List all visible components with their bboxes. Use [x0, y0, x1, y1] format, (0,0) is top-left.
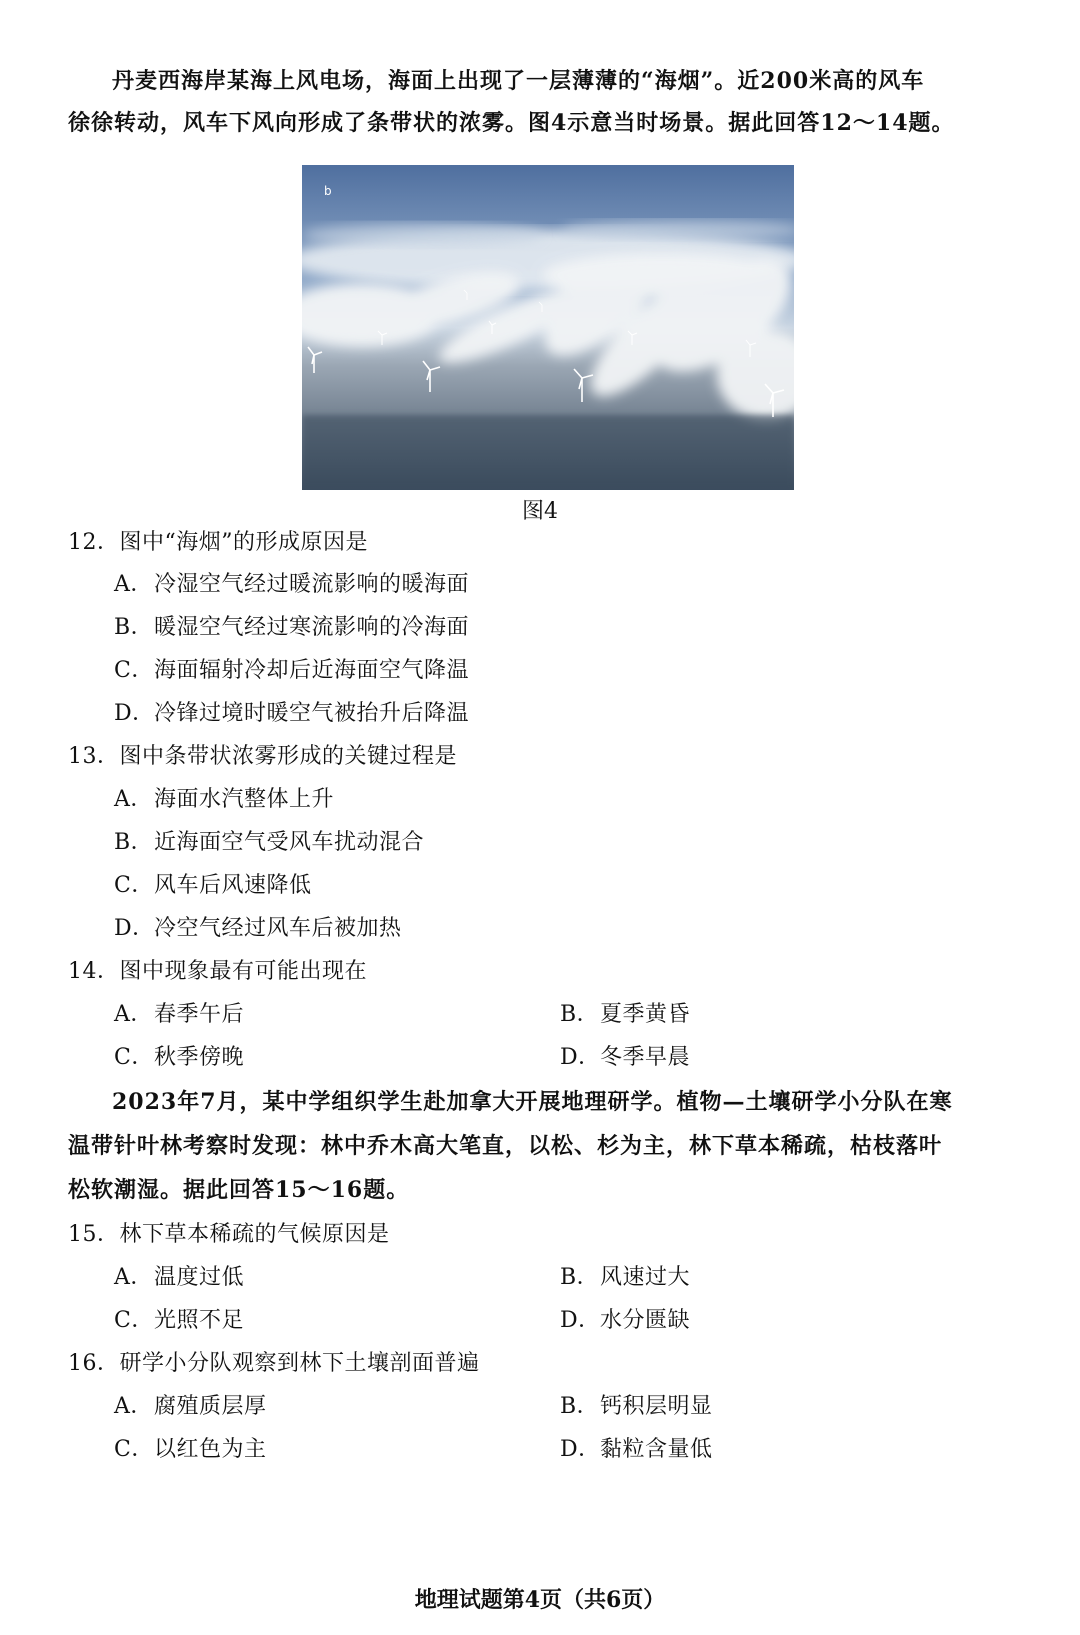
option-letter: B． — [114, 615, 154, 640]
option-text: 海面水汽整体上升 — [154, 787, 335, 812]
question-14-stem: 14．图中现象最有可能出现在 — [68, 959, 367, 984]
option-text: 水分匮缺 — [600, 1308, 691, 1333]
passage-2-line-3: 松软潮湿。据此回答15～16题。 — [68, 1177, 410, 1203]
passage-2-line-1: 2023年7月，某中学组织学生赴加拿大开展地理研学。植物—土壤研学小分队在寒 — [112, 1089, 953, 1115]
question-16-option-a[interactable] — [114, 1389, 267, 1420]
option-text: 钙积层明显 — [600, 1394, 713, 1419]
option-letter: A． — [114, 1002, 153, 1027]
option-text: 暖湿空气经过寒流影响的冷海面 — [154, 615, 470, 640]
option-letter: A． — [114, 1265, 153, 1290]
question-15-option-a[interactable] — [114, 1260, 244, 1291]
option-text: 秋季傍晚 — [154, 1045, 245, 1070]
wind-farm-sea-fog-photo — [302, 165, 794, 490]
question-15-stem: 15．林下草本稀疏的气候原因是 — [68, 1222, 390, 1247]
question-12-stem: 12．图中“海烟”的形成原因是 — [68, 530, 368, 555]
option-text: 夏季黄昏 — [600, 1002, 691, 1027]
option-text: 冬季早晨 — [600, 1045, 691, 1070]
option-letter: D． — [114, 701, 155, 726]
question-14-option-a[interactable] — [114, 997, 244, 1028]
question-16-option-c[interactable] — [114, 1432, 267, 1463]
option-letter: C． — [114, 1045, 154, 1070]
option-text: 冷湿空气经过暖流影响的暖海面 — [154, 572, 470, 597]
question-14-option-c[interactable] — [114, 1040, 244, 1071]
option-letter: D． — [560, 1045, 601, 1070]
question-16-option-d[interactable] — [560, 1432, 713, 1463]
question-15-option-d[interactable] — [560, 1303, 690, 1334]
option-letter: C． — [114, 1437, 154, 1462]
page-footer: 地理试题第4页（共6页） — [414, 1587, 666, 1613]
option-text: 黏粒含量低 — [600, 1437, 713, 1462]
question-16-stem: 16．研学小分队观察到林下土壤剖面普遍 — [68, 1351, 480, 1376]
option-text: 温度过低 — [154, 1265, 245, 1290]
option-letter: D． — [560, 1437, 601, 1462]
option-letter: B． — [560, 1265, 600, 1290]
question-12-option-c[interactable] — [114, 653, 469, 684]
option-text: 春季午后 — [154, 1002, 245, 1027]
intro-line-1: 丹麦西海岸某海上风电场，海面上出现了一层薄薄的“海烟”。近200米高的风车 — [112, 68, 925, 94]
photo-corner-label: b — [324, 184, 332, 198]
option-letter: D． — [114, 916, 155, 941]
option-letter: C． — [114, 873, 154, 898]
question-13-option-c[interactable] — [114, 868, 312, 899]
figure-caption: 图4 — [522, 499, 558, 524]
question-13-option-d[interactable] — [114, 911, 402, 942]
option-text: 以红色为主 — [154, 1437, 267, 1462]
question-15-option-b[interactable] — [560, 1260, 690, 1291]
option-text: 风速过大 — [600, 1265, 691, 1290]
option-letter: A． — [114, 1394, 153, 1419]
option-text: 近海面空气受风车扰动混合 — [154, 830, 425, 855]
option-text: 腐殖质层厚 — [154, 1394, 267, 1419]
question-16-option-b[interactable] — [560, 1389, 713, 1420]
question-13-option-b[interactable] — [114, 825, 424, 856]
option-text: 海面辐射冷却后近海面空气降温 — [154, 658, 470, 683]
option-letter: B． — [560, 1394, 600, 1419]
question-12-option-b[interactable] — [114, 610, 469, 641]
option-text: 冷锋过境时暖空气被抬升后降温 — [154, 701, 470, 726]
option-letter: C． — [114, 658, 154, 683]
question-14-option-d[interactable] — [560, 1040, 690, 1071]
question-13-stem: 13．图中条带状浓雾形成的关键过程是 — [68, 744, 457, 769]
intro-passage — [68, 60, 988, 144]
passage-2 — [68, 1080, 988, 1212]
question-12-option-a[interactable] — [114, 567, 469, 598]
passage-2-line-2: 温带针叶林考察时发现：林中乔木高大笔直，以松、杉为主，林下草本稀疏，枯枝落叶 — [68, 1133, 943, 1159]
option-text: 光照不足 — [154, 1308, 245, 1333]
question-14-option-b[interactable] — [560, 997, 690, 1028]
option-letter: D． — [560, 1308, 601, 1333]
question-12-option-d[interactable] — [114, 696, 469, 727]
question-15-option-c[interactable] — [114, 1303, 244, 1334]
option-text: 风车后风速降低 — [154, 873, 312, 898]
option-letter: B． — [114, 830, 154, 855]
intro-line-2: 徐徐转动，风车下风向形成了条带状的浓雾。图4示意当时场景。据此回答12～14题。 — [68, 110, 955, 136]
option-letter: A． — [114, 572, 153, 597]
option-text: 冷空气经过风车后被加热 — [154, 916, 402, 941]
option-letter: A． — [114, 787, 153, 812]
option-letter: C． — [114, 1308, 154, 1333]
question-13-option-a[interactable] — [114, 782, 334, 813]
option-letter: B． — [560, 1002, 600, 1027]
